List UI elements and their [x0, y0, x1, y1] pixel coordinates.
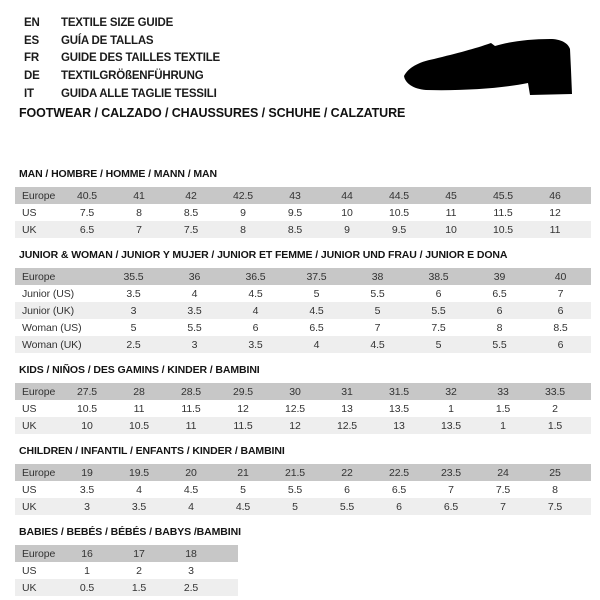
size-cell: 5.5 [370, 287, 385, 300]
language-label: GUIDA ALLE TAGLIE TESSILI [61, 87, 217, 100]
size-cell: 1 [84, 564, 90, 577]
size-table-section [15, 249, 591, 353]
size-cell: 11 [445, 206, 457, 219]
row-label: UK [22, 223, 37, 236]
language-code: DE [24, 69, 40, 82]
size-cell: 3.5 [187, 304, 202, 317]
size-cell: 22 [341, 466, 353, 479]
language-row [24, 14, 220, 32]
size-row [15, 464, 591, 481]
size-cell: 9 [240, 206, 246, 219]
size-cell: 3.5 [79, 483, 95, 496]
size-cell: 45 [445, 189, 457, 202]
language-code: ES [24, 34, 39, 47]
size-cell: 37.5 [306, 270, 327, 283]
size-cell: 6.5 [391, 483, 407, 496]
size-cell: 10.5 [128, 419, 150, 432]
size-table [15, 268, 591, 353]
size-cell: 3 [188, 564, 194, 577]
category-title: FOOTWEAR / CALZADO / CHAUSSURES / SCHUHE / CALZATURE [19, 106, 406, 120]
size-cell: 10.5 [492, 223, 514, 236]
size-cell: 21 [237, 466, 249, 479]
size-cell: 7 [448, 483, 454, 496]
size-cell: 3.5 [131, 500, 147, 513]
size-cell: 3.5 [248, 338, 263, 351]
size-cell: 20 [185, 466, 197, 479]
size-cell: 8 [552, 483, 558, 496]
size-cell: 36 [188, 270, 201, 283]
size-cell: 7 [500, 500, 506, 513]
size-cell: 31.5 [388, 385, 410, 398]
size-cell: 6 [557, 338, 564, 351]
row-label: Europe [22, 189, 56, 202]
size-row [15, 545, 238, 562]
language-row [24, 49, 220, 67]
size-cell: 6 [252, 321, 259, 334]
size-cell: 4 [313, 338, 320, 351]
size-cell: 5 [374, 304, 381, 317]
size-cell: 11.5 [493, 206, 513, 219]
size-row [15, 302, 591, 319]
size-cell: 6 [496, 304, 503, 317]
size-cell: 3 [191, 338, 198, 351]
size-cell: 6 [344, 483, 350, 496]
size-cell: 7.5 [431, 321, 446, 334]
size-row [15, 383, 591, 400]
size-cell: 7.5 [547, 500, 563, 513]
spacer-cell [581, 464, 591, 481]
size-cell: 2 [552, 402, 558, 415]
size-cell: 3.5 [126, 287, 141, 300]
size-cell: 6.5 [443, 500, 459, 513]
language-code: FR [24, 52, 39, 65]
size-cell: 11.5 [181, 402, 201, 415]
size-cell: 43 [289, 189, 301, 202]
row-label: Europe [22, 547, 56, 560]
size-cell: 21.5 [284, 466, 306, 479]
size-cell: 29.5 [232, 385, 254, 398]
size-cell: 40 [554, 270, 567, 283]
row-label: US [22, 402, 37, 415]
size-row [15, 285, 591, 302]
size-cell: 4 [188, 500, 194, 513]
size-cell: 6 [557, 304, 564, 317]
size-table-title: BABIES / BEBÉS / BÉBÉS / BABYS /BAMBINI [19, 526, 241, 538]
size-cell: 5.5 [492, 338, 507, 351]
size-cell: 18 [185, 547, 197, 560]
row-label: Europe [22, 466, 56, 479]
size-cell: 42 [185, 189, 197, 202]
size-cell: 4 [191, 287, 198, 300]
size-cell: 0.5 [79, 581, 95, 594]
size-cell: 10.5 [76, 402, 98, 415]
size-cell: 6 [396, 500, 402, 513]
size-cell: 25 [549, 466, 561, 479]
language-label: GUÍA DE TALLAS [61, 34, 154, 47]
size-row [15, 400, 591, 417]
size-cell: 1 [448, 402, 454, 415]
size-cell: 10 [81, 419, 93, 432]
size-cell: 5 [292, 500, 298, 513]
size-cell: 8.5 [287, 223, 303, 236]
size-table [15, 383, 591, 434]
row-label: Europe [22, 385, 56, 398]
row-label: US [22, 564, 37, 577]
size-cell: 19.5 [128, 466, 150, 479]
size-cell: 3 [130, 304, 137, 317]
size-cell: 23.5 [440, 466, 462, 479]
size-cell: 2.5 [183, 581, 199, 594]
size-cell: 9.5 [287, 206, 303, 219]
size-table-title: MAN / HOMBRE / HOMME / MANN / MAN [19, 168, 217, 180]
size-table-title: KIDS / NIÑOS / DES GAMINS / KINDER / BAMBINI [19, 364, 260, 376]
language-code: EN [24, 16, 40, 29]
size-cell: 11 [185, 419, 197, 432]
size-table-title: JUNIOR & WOMAN / JUNIOR Y MUJER / JUNIOR ET FEMME / JUNIOR UND FRAU / JUNIOR E DONA [19, 249, 508, 261]
row-label: UK [22, 500, 37, 513]
size-cell: 36.5 [245, 270, 266, 283]
size-row [15, 562, 238, 579]
spacer-cell [581, 383, 591, 400]
size-cell: 5.5 [431, 304, 446, 317]
size-cell: 11 [133, 402, 145, 415]
size-row [15, 481, 591, 498]
size-cell: 4 [252, 304, 259, 317]
size-row [15, 336, 591, 353]
size-cell: 24 [497, 466, 509, 479]
size-cell: 6.5 [492, 287, 507, 300]
size-cell: 22.5 [388, 466, 410, 479]
size-cell: 38 [371, 270, 384, 283]
size-cell: 8 [240, 223, 246, 236]
size-cell: 7 [136, 223, 142, 236]
size-cell: 5.5 [187, 321, 202, 334]
size-cell: 6.5 [309, 321, 324, 334]
size-cell: 2 [136, 564, 142, 577]
size-cell: 10.5 [388, 206, 410, 219]
size-cell: 27.5 [76, 385, 98, 398]
size-cell: 13 [393, 419, 405, 432]
size-cell: 4.5 [183, 483, 199, 496]
size-table-section [15, 526, 591, 596]
row-label: US [22, 483, 37, 496]
spacer-cell [217, 579, 238, 596]
size-cell: 11.5 [233, 419, 253, 432]
row-label: Woman (UK) [22, 338, 82, 351]
size-cell: 5.5 [287, 483, 303, 496]
row-label: UK [22, 581, 37, 594]
size-table [15, 187, 591, 238]
size-cell: 7 [374, 321, 381, 334]
language-label: TEXTILGRÖßENFÜHRUNG [61, 69, 204, 82]
size-row [15, 579, 238, 596]
row-label: Europe [22, 270, 56, 283]
size-cell: 44 [341, 189, 353, 202]
language-row [24, 85, 220, 103]
size-cell: 10 [445, 223, 457, 236]
size-tables [15, 157, 591, 596]
spacer-cell [581, 221, 591, 238]
size-row [15, 204, 591, 221]
size-cell: 6.5 [79, 223, 95, 236]
size-cell: 7.5 [183, 223, 199, 236]
size-cell: 9.5 [391, 223, 407, 236]
spacer-cell [581, 498, 591, 515]
size-cell: 41 [133, 189, 145, 202]
size-row [15, 268, 591, 285]
size-cell: 5 [240, 483, 246, 496]
size-cell: 16 [81, 547, 93, 560]
row-label: Junior (US) [22, 287, 74, 300]
size-cell: 33 [497, 385, 509, 398]
size-cell: 4.5 [235, 500, 251, 513]
size-table-section [15, 168, 591, 238]
size-cell: 12 [289, 419, 301, 432]
size-cell: 8.5 [553, 321, 568, 334]
row-label: US [22, 206, 37, 219]
size-row [15, 187, 591, 204]
language-label: GUIDE DES TAILLES TEXTILE [61, 52, 220, 65]
spacer-cell [581, 204, 591, 221]
size-cell: 7 [557, 287, 564, 300]
size-cell: 6 [435, 287, 442, 300]
size-cell: 4.5 [370, 338, 385, 351]
language-row [24, 67, 220, 85]
size-cell: 9 [344, 223, 350, 236]
size-cell: 38.5 [428, 270, 449, 283]
size-cell: 4.5 [309, 304, 324, 317]
spacer-cell [217, 545, 238, 562]
size-cell: 30 [289, 385, 301, 398]
size-cell: 1 [500, 419, 506, 432]
spacer-cell [581, 481, 591, 498]
size-cell: 12.5 [284, 402, 306, 415]
size-cell: 33.5 [544, 385, 566, 398]
size-cell: 28.5 [180, 385, 202, 398]
language-label: TEXTILE SIZE GUIDE [61, 16, 174, 29]
size-table-title: CHILDREN / INFANTIL / ENFANTS / KINDER / BAMBINI [19, 445, 285, 457]
size-cell: 12 [549, 206, 561, 219]
row-label: Junior (UK) [22, 304, 74, 317]
size-cell: 1.5 [495, 402, 511, 415]
size-row [15, 319, 591, 336]
size-cell: 35.5 [123, 270, 144, 283]
size-cell: 8.5 [183, 206, 199, 219]
size-cell: 8 [496, 321, 503, 334]
spacer-cell [581, 417, 591, 434]
spacer-cell [581, 187, 591, 204]
row-label: Woman (US) [22, 321, 82, 334]
size-cell: 4.5 [248, 287, 263, 300]
size-cell: 17 [133, 547, 145, 560]
size-cell: 5.5 [339, 500, 355, 513]
size-cell: 10 [341, 206, 353, 219]
size-cell: 1.5 [547, 419, 563, 432]
size-cell: 28 [133, 385, 145, 398]
size-cell: 13.5 [440, 419, 462, 432]
size-cell: 45.5 [492, 189, 514, 202]
dress-shoe-icon [392, 24, 582, 104]
size-table [15, 464, 591, 515]
size-cell: 13 [341, 402, 353, 415]
size-cell: 44.5 [388, 189, 410, 202]
spacer-cell [217, 562, 238, 579]
size-table-section [15, 364, 591, 434]
size-row [15, 498, 591, 515]
size-cell: 4 [136, 483, 142, 496]
size-row [15, 221, 591, 238]
size-cell: 5 [313, 287, 320, 300]
size-table-section [15, 445, 591, 515]
size-cell: 12.5 [336, 419, 358, 432]
size-cell: 11 [549, 223, 561, 236]
size-cell: 2.5 [126, 338, 141, 351]
size-cell: 40.5 [76, 189, 98, 202]
size-cell: 7.5 [79, 206, 95, 219]
size-cell: 12 [237, 402, 249, 415]
size-cell: 13.5 [388, 402, 410, 415]
size-cell: 5 [435, 338, 442, 351]
spacer-cell [581, 400, 591, 417]
size-table [15, 545, 238, 596]
language-row [24, 32, 220, 50]
size-cell: 8 [136, 206, 142, 219]
size-cell: 7.5 [495, 483, 511, 496]
language-list [24, 14, 220, 102]
size-row [15, 417, 591, 434]
size-cell: 32 [445, 385, 457, 398]
size-cell: 31 [341, 385, 353, 398]
size-cell: 3 [84, 500, 90, 513]
row-label: UK [22, 419, 37, 432]
language-code: IT [24, 87, 34, 100]
size-cell: 39 [493, 270, 506, 283]
size-cell: 19 [81, 466, 93, 479]
size-cell: 42.5 [232, 189, 254, 202]
size-cell: 5 [130, 321, 137, 334]
size-cell: 46 [549, 189, 561, 202]
size-cell: 1.5 [131, 581, 147, 594]
